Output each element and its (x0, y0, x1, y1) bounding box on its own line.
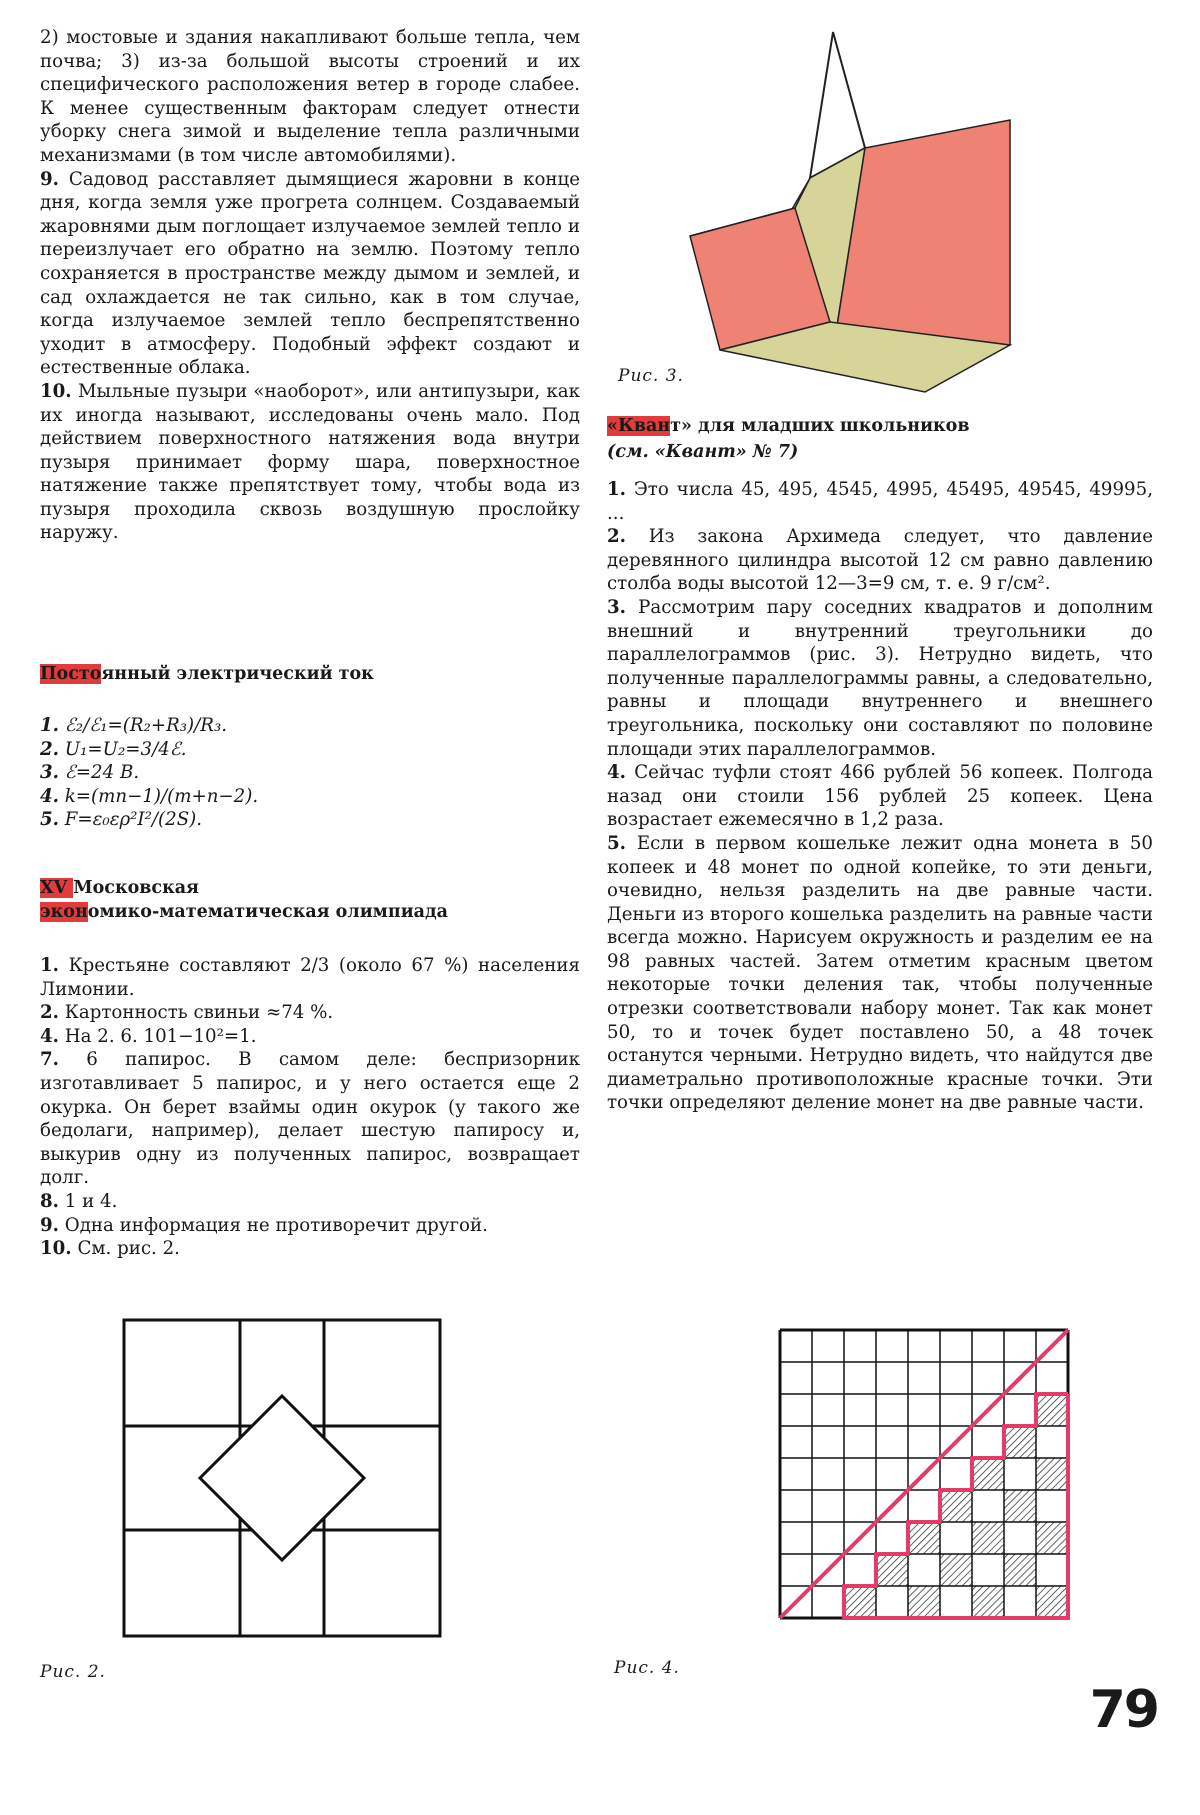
kvant-item-number: 3. (607, 596, 626, 618)
kvant-item (607, 761, 1153, 832)
dc-item-number: 1. (40, 715, 59, 736)
kvant-item-text: Это числа 45, 495, 4545, 4995, 45495, 49545, 49995, ... (607, 479, 1153, 524)
page-number: 79 (1089, 1680, 1158, 1740)
fig4-hatched-cell (1036, 1586, 1068, 1618)
answer-10-number: 10. (40, 380, 72, 402)
kvant-subtitle: (см. «Квант» № 7) (607, 442, 799, 462)
intro-paragraph: 2) мостовые и здания накапливают больше тепла, чем почва; 3) из-за большой высоты строений и их специфического расположения ветер в городе слабее. К менее существенным факторам следует отнести уборку снега зимой и выделение тепла различными механизмами (в том числе автомобилями). (40, 27, 580, 166)
olympiad-item (40, 1048, 580, 1190)
olympiad-title-line2: омико-математическая олимпиада (87, 902, 449, 922)
dc-item-number: 2. (40, 738, 59, 760)
kvant-item-text: Рассмотрим пару соседних квадратов и дополним внешний и внутренний треугольники до параллелограммов (рис. 3). Нетрудно видеть, что полученные параллелограммы равны, а следовательно, равны и площади внутреннего и внешнего треугольника, поскольку они составляют по половине площади этих параллелограммов. (607, 596, 1153, 760)
dc-item-number: 3. (40, 762, 59, 784)
olympiad-item-text: Картонность свиньи ≈74 %. (59, 1002, 334, 1024)
kvant-item-number: 2. (607, 526, 626, 548)
figure-2 (122, 1318, 452, 1648)
dc-item-number: 4. (40, 785, 59, 807)
left-column (40, 26, 580, 545)
dc-item (40, 785, 580, 809)
fig4-hatched-cell (1004, 1426, 1036, 1458)
answer-10-text: Мыльные пузыри «наоборот», или антипузыри, как их иногда называют, исследованы очень мало. Под действием поверхностного натяжения вода внутри пузыря принимает форму шара, поверхностное натяжение также препятствует тому, чтобы вода из пузыря проходила сквозь воздушную прослойку наружу. (40, 380, 580, 544)
answer-9 (40, 168, 580, 380)
figure-3 (680, 20, 1100, 400)
kvant-item-number: 4. (607, 762, 626, 784)
olympiad-item-number: 2. (40, 1002, 59, 1024)
fig3-caption: Рис. 3. (618, 366, 684, 386)
fig4-hatched-cell (844, 1586, 876, 1618)
dc-item (40, 738, 580, 762)
answer-9-number: 9. (40, 168, 59, 190)
dc-answers (40, 714, 580, 832)
olympiad-item-number: 1. (40, 955, 59, 976)
section-dc-heading (40, 662, 374, 686)
fig4-hatched-cell (972, 1458, 1004, 1490)
section-olympiad-list (40, 954, 580, 1261)
olympiad-item-text: Крестьяне составляют 2/3 (около 67 %) населения Лимонии. (40, 955, 580, 1000)
olympiad-item (40, 1190, 580, 1214)
fig4-hatched-cell (972, 1586, 1004, 1618)
fig4-hatched-cell (1004, 1554, 1036, 1586)
section-dc-highlight: Посто (40, 664, 102, 684)
kvant-item-number: 1. (607, 479, 626, 500)
olympiad-item-text: 6 папирос. В самом деле: беспризорник изготавливает 5 папирос, и у него остается еще 2 окурка. Он берет взаймы один окурок (у такого же бедолаги, например), делает шестую папиросу и, выкурив одну из полученных папирос, возвращает долг. (40, 1049, 580, 1189)
olympiad-item-number: 7. (40, 1049, 59, 1071)
fig2-diamond (200, 1396, 364, 1560)
kvant-item-text: Если в первом кошельке лежит одна монета в 50 копеек и 48 монет по одной копейке, то эти деньги, очевидно, нельзя разделить на две равные части. Деньги из второго кошелька разделить на равные части всегда можно. Нарисуем окружность и разделим ее на 98 равных частей. Затем отметим красным цветом некоторые точки деления так, чтобы полученные отрезки соответствовали набору монет. Так как монет 50, то и точек будет поставлено 50, а 48 точек останутся черными. Нетрудно видеть, что найдутся две диаметрально противоположные красные точки. Эти точки определяют деление монет на две равные части. (607, 832, 1154, 1114)
fig4-hatched-cell (940, 1554, 972, 1586)
olympiad-item (40, 1001, 580, 1025)
fig4-hatched-cell (908, 1586, 940, 1618)
olympiad-highlight-2: экон (40, 902, 88, 922)
fig4-hatched-cell (876, 1554, 908, 1586)
olympiad-item-number: 4. (40, 1025, 59, 1047)
dc-item-text: F=ε₀ερ²I²/(2S). (59, 809, 203, 831)
dc-item (40, 761, 580, 785)
fig4-hatched-cell (908, 1522, 940, 1554)
olympiad-title-line1: Московская (73, 878, 199, 898)
olympiad-item (40, 1214, 580, 1238)
olympiad-item (40, 1025, 580, 1049)
kvant-item (607, 832, 1153, 1115)
section-dc-list (40, 714, 580, 832)
fig4-caption: Рис. 4. (614, 1658, 680, 1678)
fig4-hatched-cell (1036, 1394, 1068, 1426)
olympiad-item (40, 954, 580, 1001)
section-dc-title: янный электрический ток (101, 664, 374, 684)
answer-9-text: Садовод расставляет дымящиеся жаровни в конце дня, когда земля уже прогрета солнцем. Создаваемый жаровнями дым поглощает излучаемое землей тепло и переизлучает его обратно на землю. Поэтому тепло сохраняется в пространстве между дымом и землей, и сад охлаждается не так сильно, как в том случае, когда излучаемое землей тепло беспрепятственно уходит в атмосферу. Подобный эффект создают и естественные облака. (40, 168, 580, 379)
kvant-item (607, 596, 1153, 761)
kvant-item-text: Сейчас туфли стоят 466 рублей 56 копеек. Полгода назад они стоили 156 рублей 25 копеек. Цена возрастает ежемесячно в 1,2 раза. (607, 762, 1153, 831)
kvant-item-text: Из закона Архимеда следует, что давление деревянного цилиндра высотой 12 см равно давлению столба воды высотой 12—3=9 см, т. е. 9 г/см². (607, 526, 1153, 595)
kvant-item (607, 478, 1153, 525)
fig4-hatched-cell (1036, 1458, 1068, 1490)
fig4-hatched-cell (972, 1522, 1004, 1554)
olympiad-item (40, 1237, 580, 1261)
dc-item-text: ℰ₂/ℰ₁=(R₂+R₃)/R₃. (59, 715, 228, 736)
olympiad-highlight-1: XV (40, 878, 74, 898)
olympiad-item-text: См. рис. 2. (71, 1238, 180, 1260)
kvant-answers (607, 478, 1153, 1115)
kvant-item-number: 5. (607, 832, 626, 854)
olympiad-item-number: 10. (40, 1238, 72, 1260)
kvant-item (607, 525, 1153, 596)
dc-item (40, 714, 580, 738)
dc-item-text: k=(mn−1)/(m+n−2). (59, 785, 259, 807)
fig4-hatched-cell (1036, 1522, 1068, 1554)
olympiad-item-text: 1 и 4. (59, 1190, 118, 1212)
right-column (607, 478, 1153, 1115)
olympiad-item-number: 9. (40, 1214, 59, 1236)
dc-item (40, 808, 580, 832)
dc-item-text: U₁=U₂=3/4ℰ. (59, 738, 187, 760)
figure-4 (776, 1326, 1086, 1636)
fig2-caption: Рис. 2. (40, 1662, 106, 1682)
dc-item-number: 5. (40, 809, 59, 831)
section-olympiad-heading (40, 876, 448, 924)
kvant-highlight: «Кван (607, 416, 671, 436)
olympiad-item-text: Одна информация не противоречит другой. (59, 1214, 488, 1236)
fig4-hatched-cell (1004, 1490, 1036, 1522)
dc-item-text: ℰ=24 В. (59, 762, 140, 784)
olympiad-answers (40, 954, 580, 1261)
olympiad-item-number: 8. (40, 1190, 59, 1212)
kvant-title: т» для младших школьников (670, 416, 970, 436)
answer-10 (40, 380, 580, 545)
olympiad-item-text: На 2. 6. 101−10²=1. (59, 1025, 257, 1047)
fig4-hatched-cell (940, 1490, 972, 1522)
section-kvant-heading (607, 414, 970, 438)
